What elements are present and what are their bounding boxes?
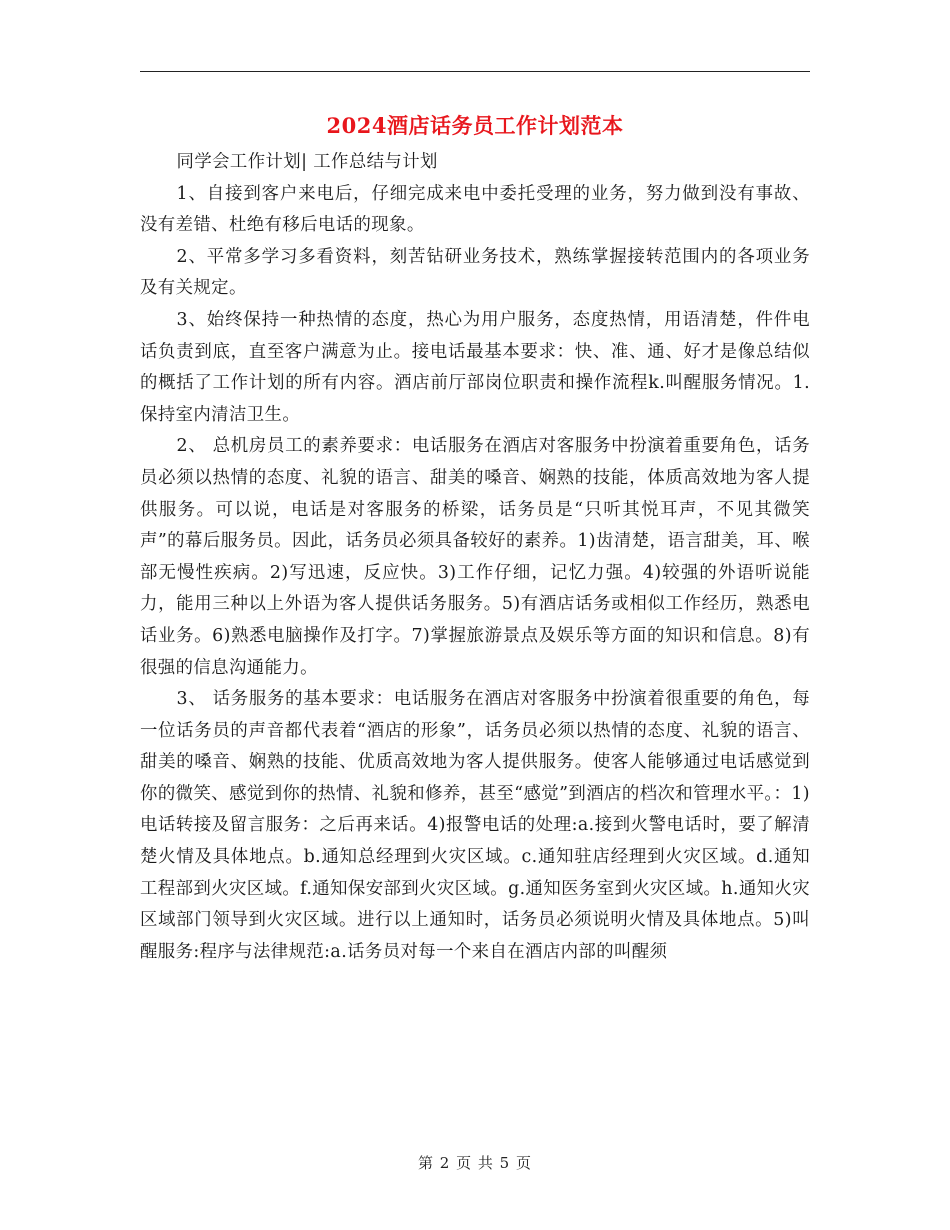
document-title: 2024酒店话务员工作计划范本 (326, 113, 624, 138)
paragraph: 3、始终保持一种热情的态度，热心为用户服务，态度热情，用语清楚，件件电话负责到底，直至客户满意为止。接电话最基本要求：快、准、通、好才是像总结似的概括了工作计划的所有内容。酒店前厅部岗位职责和操作流程k.叫醒服务情况。1.保持室内清洁卫生。 (140, 309, 810, 425)
paragraph: 同学会工作计划| 工作总结与计划 (176, 152, 438, 172)
document-body (140, 147, 810, 968)
paragraph: 2、平常多学习多看资料，刻苦钻研业务技术，熟练掌握接转范围内的各项业务及有关规定。 (140, 246, 810, 299)
page-number-footer: 第 2 页 共 5 页 (418, 1154, 532, 1172)
paragraph: 1、自接到客户来电后，仔细完成来电中委托受理的业务，努力做到没有事故、没有差错、杜绝有移后电话的现象。 (140, 183, 810, 236)
paragraph: 3、 话务服务的基本要求：电话服务在酒店对客服务中扮演着很重要的角色，每一位话务员的声音都代表着“酒店的形象”，话务员必须以热情的态度、礼貌的语言、甜美的嗓音、娴熟的技能、优质高效地为客人提供服务。使客人能够通过电话感觉到你的微笑、感觉到你的热情、礼貌和修养，甚至“感觉”到酒店的档次和管理水平。：1)电话转接及留言服务：之后再来话。4)报警电话的处理:a.接到火警电话时，要了解清楚火情及具体地点。b.通知总经理到火灾区域。c.通知驻店经理到火灾区域。d.通知工程部到火灾区域。f.通知保安部到火灾区域。g.通知医务室到火灾区域。h.通知火灾区域部门领导到火灾区域。进行以上通知时，话务员必须说明火情及具体地点。5)叫醒服务:程序与法律规范:a.话务员对每一个来自在酒店内部的叫醒须 (140, 689, 810, 962)
paragraph: 2、 总机房员工的素养要求：电话服务在酒店对客服务中扮演着重要角色，话务员必须以热情的态度、礼貌的语言、甜美的嗓音、娴熟的技能，体质高效地为客人提供服务。可以说，电话是对客服务的桥梁，话务员是“只听其悦耳声，不见其微笑声”的幕后服务员。因此，话务员必须具备较好的素养。1)齿清楚，语言甜美，耳、喉部无慢性疾病。2)写迅速，反应快。3)工作仔细，记忆力强。4)较强的外语听说能力，能用三种以上外语为客人提供话务服务。5)有酒店话务或相似工作经历，熟悉电话业务。6)熟悉电脑操作及打字。7)掌握旅游景点及娱乐等方面的知识和信息。8)有很强的信息沟通能力。 (140, 436, 810, 678)
header-rule (140, 71, 810, 72)
